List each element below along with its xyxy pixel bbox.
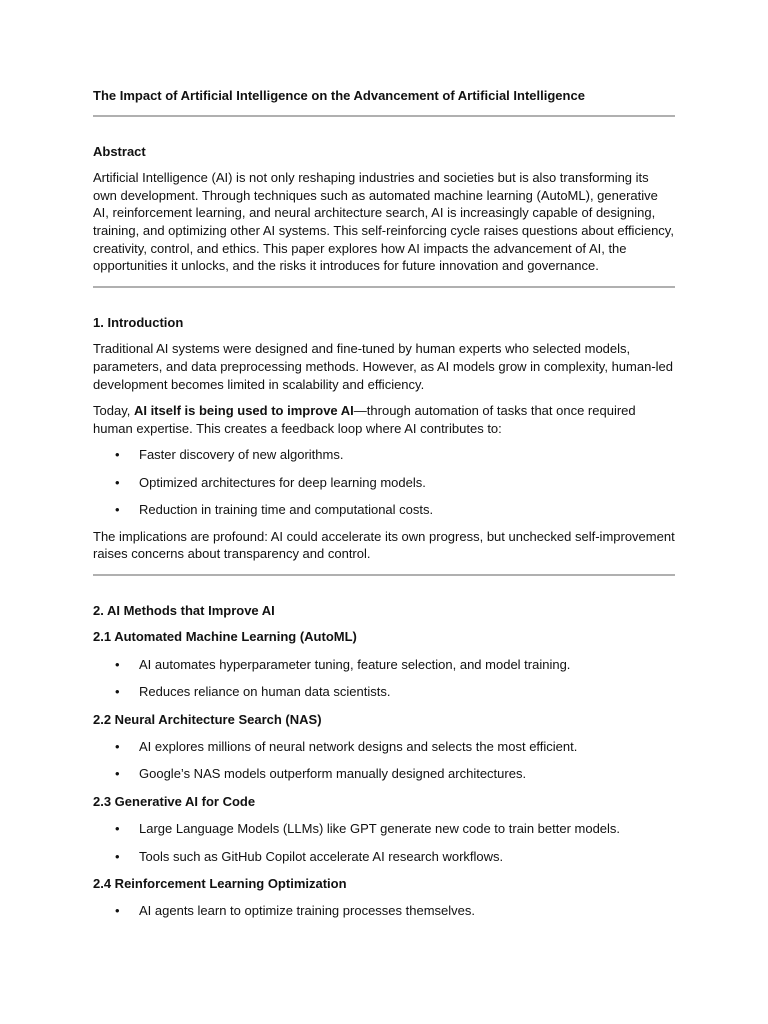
list-item-text: Tools such as GitHub Copilot accelerate AI research workflows. bbox=[139, 848, 504, 864]
bullet-icon: • bbox=[115, 848, 120, 864]
intro-p2-suffix: —through automation of tasks that once required human expertise. This creates a feedback loop where AI contributes to: bbox=[93, 403, 636, 436]
list-item bbox=[93, 765, 675, 783]
list-item-text: Faster discovery of new algorithms. bbox=[139, 447, 344, 463]
list-item bbox=[93, 501, 675, 519]
list-item-text: Optimized architectures for deep learning models. bbox=[139, 474, 426, 490]
intro-p2-prefix: Today, bbox=[93, 403, 134, 419]
bullet-icon: • bbox=[115, 903, 120, 919]
intro-bullet-list bbox=[93, 446, 675, 518]
list-item bbox=[93, 848, 675, 866]
list-item-text: Google’s NAS models outperform manually designed architectures. bbox=[139, 766, 527, 782]
automl-bullet-list bbox=[93, 656, 675, 701]
nas-bullet-list bbox=[93, 738, 675, 783]
rl-heading: 2.4 Reinforcement Learning Optimization bbox=[93, 875, 347, 891]
bullet-icon: • bbox=[115, 739, 120, 755]
list-item-text: AI automates hyperparameter tuning, feature selection, and model training. bbox=[139, 656, 571, 672]
nas-heading: 2.2 Neural Architecture Search (NAS) bbox=[93, 711, 322, 727]
bullet-icon: • bbox=[115, 447, 120, 463]
list-item bbox=[93, 820, 675, 838]
bullet-icon: • bbox=[115, 474, 120, 490]
rl-bullet-list bbox=[93, 902, 675, 920]
abstract-heading: Abstract bbox=[93, 143, 146, 159]
divider bbox=[93, 286, 675, 288]
divider bbox=[93, 574, 675, 576]
document-title: The Impact of Artificial Intelligence on the Advancement of Artificial Intelligence bbox=[93, 88, 585, 103]
intro-p2-bold: AI itself is being used to improve AI bbox=[133, 403, 354, 419]
intro-paragraph-1: Traditional AI systems were designed and fine-tuned by human experts who selected models, parameters, and data preprocessing methods. However, as AI models grow in complexity, human-led development becomes limited in scalability and efficiency. bbox=[93, 341, 673, 392]
bullet-icon: • bbox=[115, 502, 120, 518]
list-item-text: AI agents learn to optimize training processes themselves. bbox=[139, 903, 476, 919]
abstract-text: Artificial Intelligence (AI) is not only reshaping industries and societies but is also transforming its own development. Through techniques such as automated machine learning (AutoML), generative AI, reinforcement learning, and neural architecture search, AI is increasingly capable of designing, training, and optimizing other AI systems. This self-reinforcing cycle raises questions about efficiency, creativity, control, and ethics. This paper explores how AI impacts the advancement of AI, the opportunities it unlocks, and the risks it introduces for future innovation and governance. bbox=[93, 170, 674, 274]
list-item bbox=[93, 446, 675, 464]
introduction-heading: 1. Introduction bbox=[93, 314, 184, 330]
bullet-icon: • bbox=[115, 821, 120, 837]
bullet-icon: • bbox=[115, 766, 120, 782]
intro-paragraph-2 bbox=[93, 402, 675, 437]
automl-heading: 2.1 Automated Machine Learning (AutoML) bbox=[93, 629, 357, 645]
genai-heading: 2.3 Generative AI for Code bbox=[93, 793, 256, 809]
list-item-text: Large Language Models (LLMs) like GPT generate new code to train better models. bbox=[139, 821, 621, 837]
list-item-text: Reduces reliance on human data scientists. bbox=[139, 684, 391, 700]
genai-bullet-list bbox=[93, 820, 675, 865]
divider bbox=[93, 115, 675, 117]
list-item bbox=[93, 738, 675, 756]
list-item bbox=[93, 902, 675, 920]
bullet-icon: • bbox=[115, 684, 120, 700]
bullet-icon: • bbox=[115, 656, 120, 672]
intro-paragraph-3: The implications are profound: AI could accelerate its own progress, but unchecked self-improvement raises concerns about transparency and control. bbox=[93, 528, 675, 562]
list-item bbox=[93, 656, 675, 674]
methods-heading: 2. AI Methods that Improve AI bbox=[93, 602, 275, 618]
list-item-text: AI explores millions of neural network designs and selects the most efficient. bbox=[139, 739, 578, 755]
list-item bbox=[93, 474, 675, 492]
list-item bbox=[93, 683, 675, 701]
list-item-text: Reduction in training time and computational costs. bbox=[139, 502, 434, 518]
